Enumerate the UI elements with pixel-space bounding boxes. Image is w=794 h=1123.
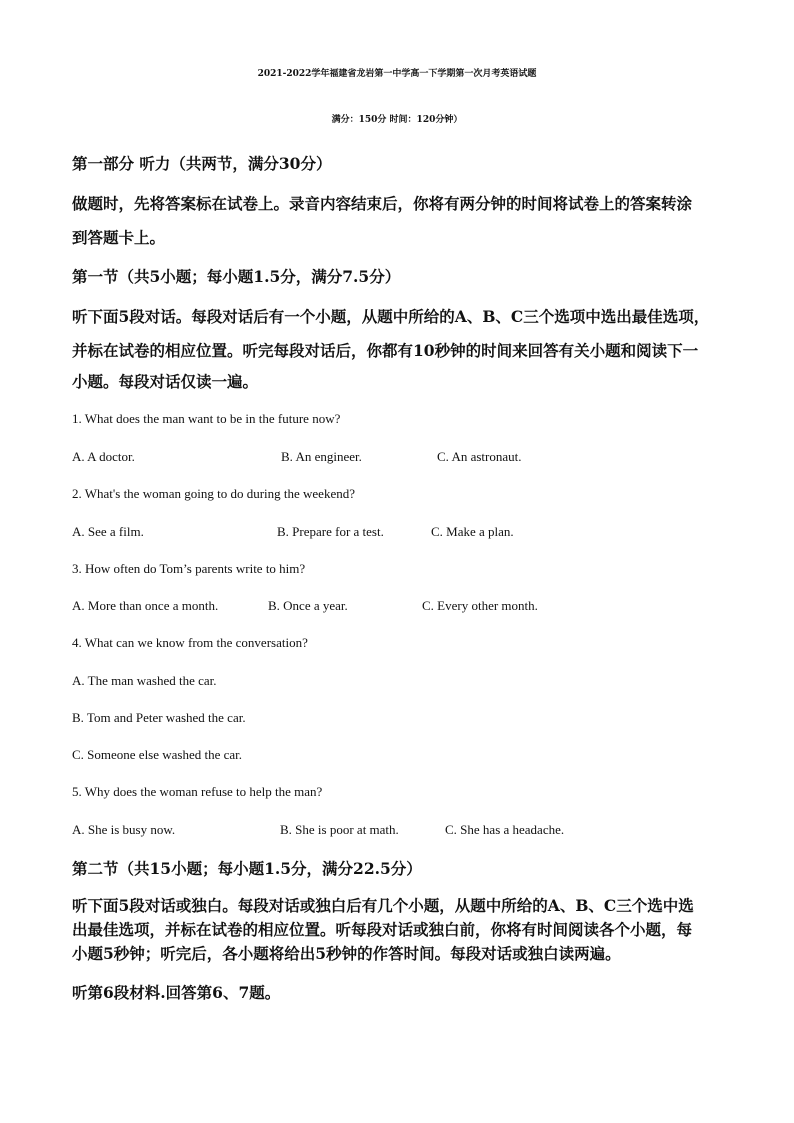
question-stem: 3. How often do Tom’s parents write to him? [72,561,306,576]
option-a: A. The man washed the car. [72,673,217,688]
option-b: B. Tom and Peter washed the car. [72,710,246,725]
option-c: C. Someone else washed the car. [72,747,243,762]
exam-subtitle: 满分：150分 时间：120分钟） [331,115,463,125]
option-c: C. Make a plan. [431,524,514,539]
section2-instruction-line: 听下面5段对话或独白。每段对话或独白后有几个小题，从题中所给的A、B、C三个选中选 [72,896,694,915]
section2-heading: 第二节（共15小题；每小题1.5分，满分22.5分） [72,859,422,878]
option-c: C. Every other month. [422,598,538,613]
option-b: B. An engineer. [281,449,362,464]
section2-prompt: 听第6段材料.回答第6、7题。 [72,983,281,1002]
option-b: B. Once a year. [268,598,348,613]
option-a: A. More than once a month. [72,598,219,613]
question-stem: 4. What can we know from the conversation? [72,635,308,650]
section2-instruction-line: 小题5秒钟；听完后，各小题将给出5秒钟的作答时间。每段对话或独白读两遍。 [72,944,621,963]
section1-instruction-line: 小题。每段对话仅读一遍。 [72,372,259,391]
option-c: C. She has a headache. [445,822,565,837]
question-stem: 5. Why does the woman refuse to help the man? [72,784,323,799]
question-stem: 2. What's the woman going to do during the weekend? [72,486,355,501]
section1-heading: 第一节（共5小题；每小题1.5分，满分7.5分） [72,267,401,286]
option-c: C. An astronaut. [437,449,522,464]
option-a: A. A doctor. [72,449,135,464]
question-stem: 1. What does the man want to be in the future now? [72,411,341,426]
part1-instruction-line: 到答题卡上。 [72,228,166,247]
section2-instruction-line: 出最佳选项，并标在试卷的相应位置。听每段对话或独白前，你将有时间阅读各个小题，每 [72,920,693,939]
option-b: B. She is poor at math. [280,822,399,837]
section1-instruction-line: 听下面5段对话。每段对话后有一个小题，从题中所给的A、B、C三个选项中选出最佳选项， [72,307,710,326]
part1-heading: 第一部分 听力（共两节，满分30分） [72,154,332,173]
exam-title: 2021-2022学年福建省龙岩第一中学高一下学期第一次月考英语试题 [257,69,537,79]
option-b: B. Prepare for a test. [277,524,384,539]
option-a: A. See a film. [72,524,144,539]
section1-instruction-line: 并标在试卷的相应位置。听完每段对话后，你都有10秒钟的时间来回答有关小题和阅读下一 [72,341,699,360]
option-a: A. She is busy now. [72,822,176,837]
part1-instruction-line: 做题时，先将答案标在试卷上。录音内容结束后，你将有两分钟的时间将试卷上的答案转涂 [72,194,693,213]
